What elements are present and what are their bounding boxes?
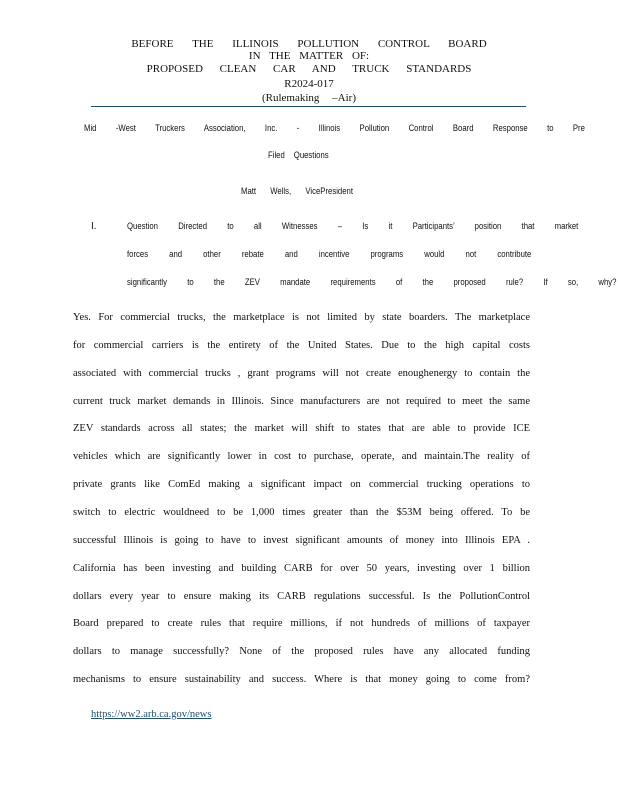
response-title: Mid -West Truckers Association, Inc. - Illinois Pollution Control Board Response to Pre: [84, 123, 585, 133]
caption-rulemaking: (Rulemaking –Air): [261, 92, 356, 104]
caption-proposed: PROPOSED CLEAN CAR AND TRUCK STANDARDS: [146, 63, 472, 75]
answer-line: for commercial carriers is the entirety of the United States. Due to the high capital costs: [73, 339, 530, 351]
answer-line: mechanisms to ensure sustainability and success. Where is that money going to come from?: [73, 674, 530, 686]
answer-line: Board prepared to create rules that require millions, if not hundreds of millions of taxpayer: [73, 618, 530, 630]
answer-line: dollars to manage successfully? None of the proposed rules have any allocated funding: [73, 646, 530, 658]
answer-line: ZEV standards across all states; the market will shift to states that are able to provide ICE: [73, 423, 530, 435]
answer-line: current truck market demands in Illinois. Since manufacturers are not required to meet the same: [73, 395, 530, 407]
answer-line: successful Illinois is going to have to invest significant amounts of money into Illinois EPA .: [73, 534, 530, 546]
question-line: Question Directed to all Witnesses – Is it Participants’ position that market: [127, 221, 579, 231]
answer-line: Yes. For commercial trucks, the marketplace is not limited by state boarders. The marketplace: [73, 312, 530, 323]
question-line: significantly to the ZEV mandate requirements of the proposed rule? If so, why?: [127, 277, 617, 287]
answer-line: associated with commercial trucks , grant programs will not create enoughenergy to contain the: [73, 367, 530, 379]
source-link[interactable]: https://ww2.arb.ca.gov/news: [91, 709, 212, 720]
header-divider: [91, 106, 526, 107]
question-number: I.: [91, 221, 97, 232]
answer-line: California has been investing and building CARB for over 50 years, investing over 1 billion: [73, 562, 530, 574]
answer-line: vehicles which are significantly lower in cost to purchase, operate, and maintain.The reality of: [73, 451, 530, 463]
response-title-cont: Filed Questions: [268, 150, 329, 160]
author-line: Matt Wells, VicePresident: [241, 186, 353, 196]
answer-line: dollars every year to ensure making its CARB regulations successful. Is the PollutionControl: [73, 590, 530, 602]
caption-court: BEFORE THE ILLINOIS POLLUTION CONTROL BOARD: [131, 38, 487, 50]
caption-docket: R2024-017: [284, 78, 334, 90]
caption-matter: IN THE MATTER OF:: [248, 50, 370, 62]
question-line: forces and other rebate and incentive programs would not contribute: [127, 249, 532, 259]
answer-line: switch to electric wouldneed to be 1,000 times greater than the $53M being offered. To be: [73, 506, 530, 518]
answer-line: private grants like ComEd making a significant impact on commercial trucking operations to: [73, 479, 530, 491]
